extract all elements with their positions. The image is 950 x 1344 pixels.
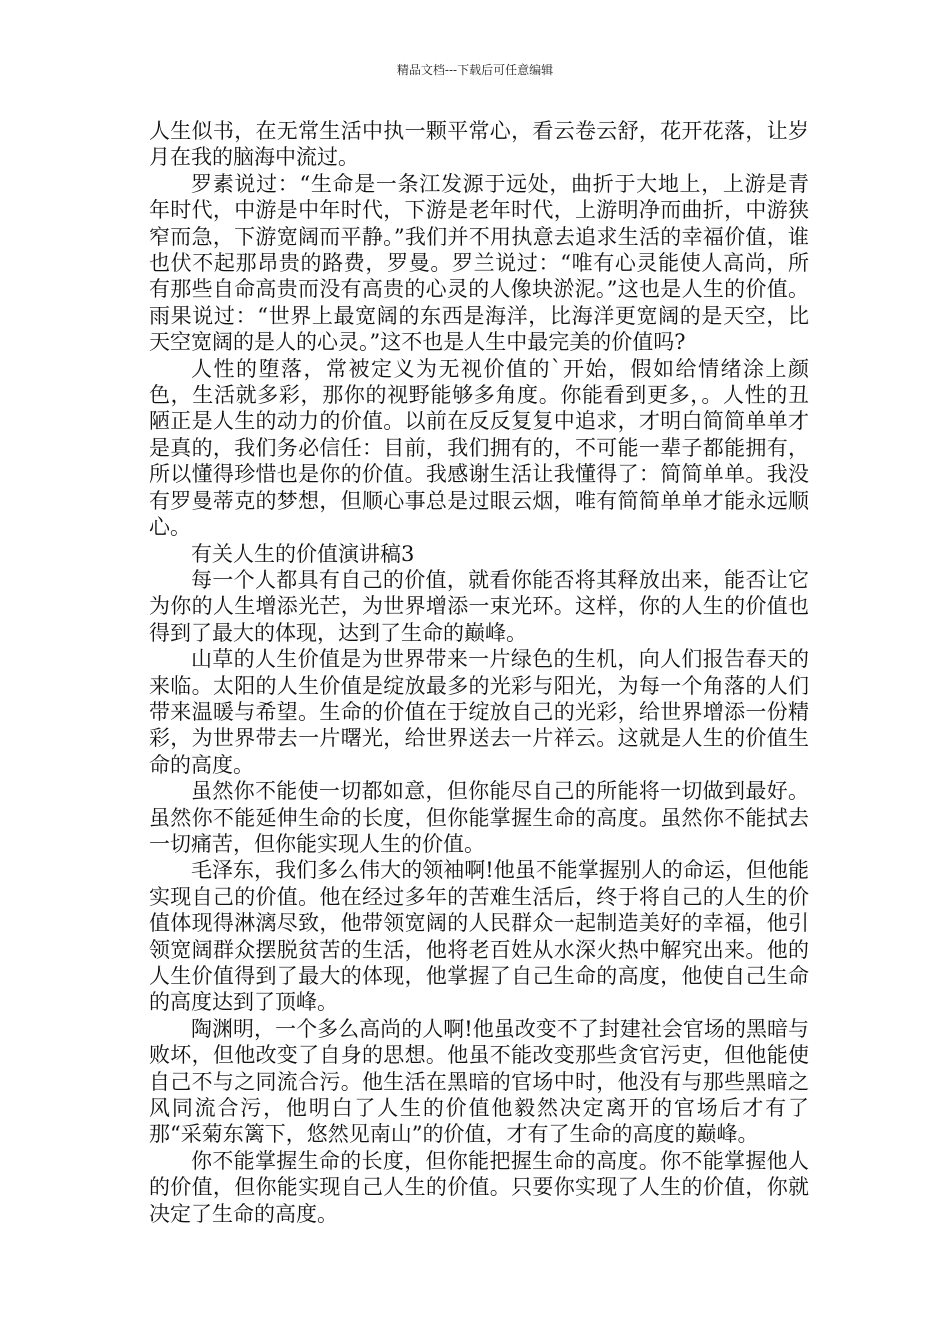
section-heading: 有关人生的价值演讲稿3 xyxy=(191,541,415,566)
paragraph: 虽然你不能使一切都如意，但你能尽自己的所能将一切做到最好。虽然你不能延伸生命的长度，但你能掌握生命的高度。虽然你不能拭去一切痛苦，但你能实现人生的价值。 xyxy=(149,779,809,856)
paragraph: 人性的堕落，常被定义为无视价值的`开始，假如给情绪涂上颜色，生活就多彩，那你的视野能够多角度。你能看到更多，。人性的丑陋正是人生的动力的价值。以前在反反复复中追求，才明白简简单单才是真的，我们务必信任：目前，我们拥有的，不可能一辈子都能拥有，所以懂得珍惜也是你的价值。我感谢生活让我懂得了：简简单单。我没有罗曼蒂克的梦想，但顺心事总是过眼云烟，唯有简简单单才能永远顺心。 xyxy=(149,356,809,540)
paragraph: 每一个人都具有自己的价值，就看你能否将其释放出来，能否让它为你的人生增添光芒，为世界增添一束光环。这样，你的人生的价值也得到了最大的体现，达到了生命的巅峰。 xyxy=(149,567,809,645)
paragraph: 山草的人生价值是为世界带来一片绿色的生机，向人们报告春天的来临。太阳的人生价值是绽放最多的光彩与阳光，为每一个角落的人们带来温暖与希望。生命的价值在于绽放自己的光彩，给世界增添一份精彩，为世界带去一片曙光，给世界送去一片祥云。这就是人生的价值生命的高度。 xyxy=(149,647,809,777)
paragraph: 陶渊明，一个多么高尚的人啊!他虽改变不了封建社会官场的黑暗与败坏，但他改变了自身的思想。他虽不能改变那些贪官污吏，但他能使自己不与之同流合污。他生活在黑暗的官场中时，他没有与那些黑暗之风同流合污，他明白了人生的价值他毅然决定离开的官场后才有了那“采菊东篱下，悠然见南山”的价值，才有了生命的高度的巅峰。 xyxy=(149,1016,809,1147)
paragraph: 毛泽东，我们多么伟大的领袖啊!他虽不能掌握别人的命运，但他能实现自己的价值。他在经过多年的苦难生活后，终于将自己的人生的价值体现得淋漓尽致，他带领宽阔的人民群众一起制造美好的幸福，他引领宽阔群众摆脱贫苦的生活，他将老百姓从水深火热中解究出来。他的人生价值得到了最大的体现，他掌握了自己生命的高度，他使自己生命的高度达到了顶峰。 xyxy=(149,858,809,1015)
page-header: 精品文档---下载后可任意编辑 xyxy=(396,63,554,77)
document-body xyxy=(149,118,809,1227)
paragraph: 你不能掌握生命的长度，但你能把握生命的高度。你不能掌握他人的价值，但你能实现自己人生的价值。只要你实现了人生的价值，你就决定了生命的高度。 xyxy=(149,1148,809,1226)
paragraph: 罗素说过：“生命是一条江发源于远处，曲折于大地上，上游是青年时代，中游是中年时代，下游是老年时代，上游明净而曲折，中游狭窄而急，下游宽阔而平静。”我们并不用执意去追求生活的幸福价值，谁也伏不起那昂贵的路费，罗曼。罗兰说过：“唯有心灵能使人高尚，所有那些自命高贵而没有高贵的心灵的人像块淤泥。”这也是人生的价值。雨果说过：“世界上最宽阔的东西是海洋，比海洋更宽阔的是天空，比天空宽阔的是人的心灵。”这不也是人生中最完美的价值吗? xyxy=(149,171,809,355)
paragraph: 人生似书，在无常生活中执一颗平常心，看云卷云舒，花开花落，让岁月在我的脑海中流过。 xyxy=(149,119,809,170)
